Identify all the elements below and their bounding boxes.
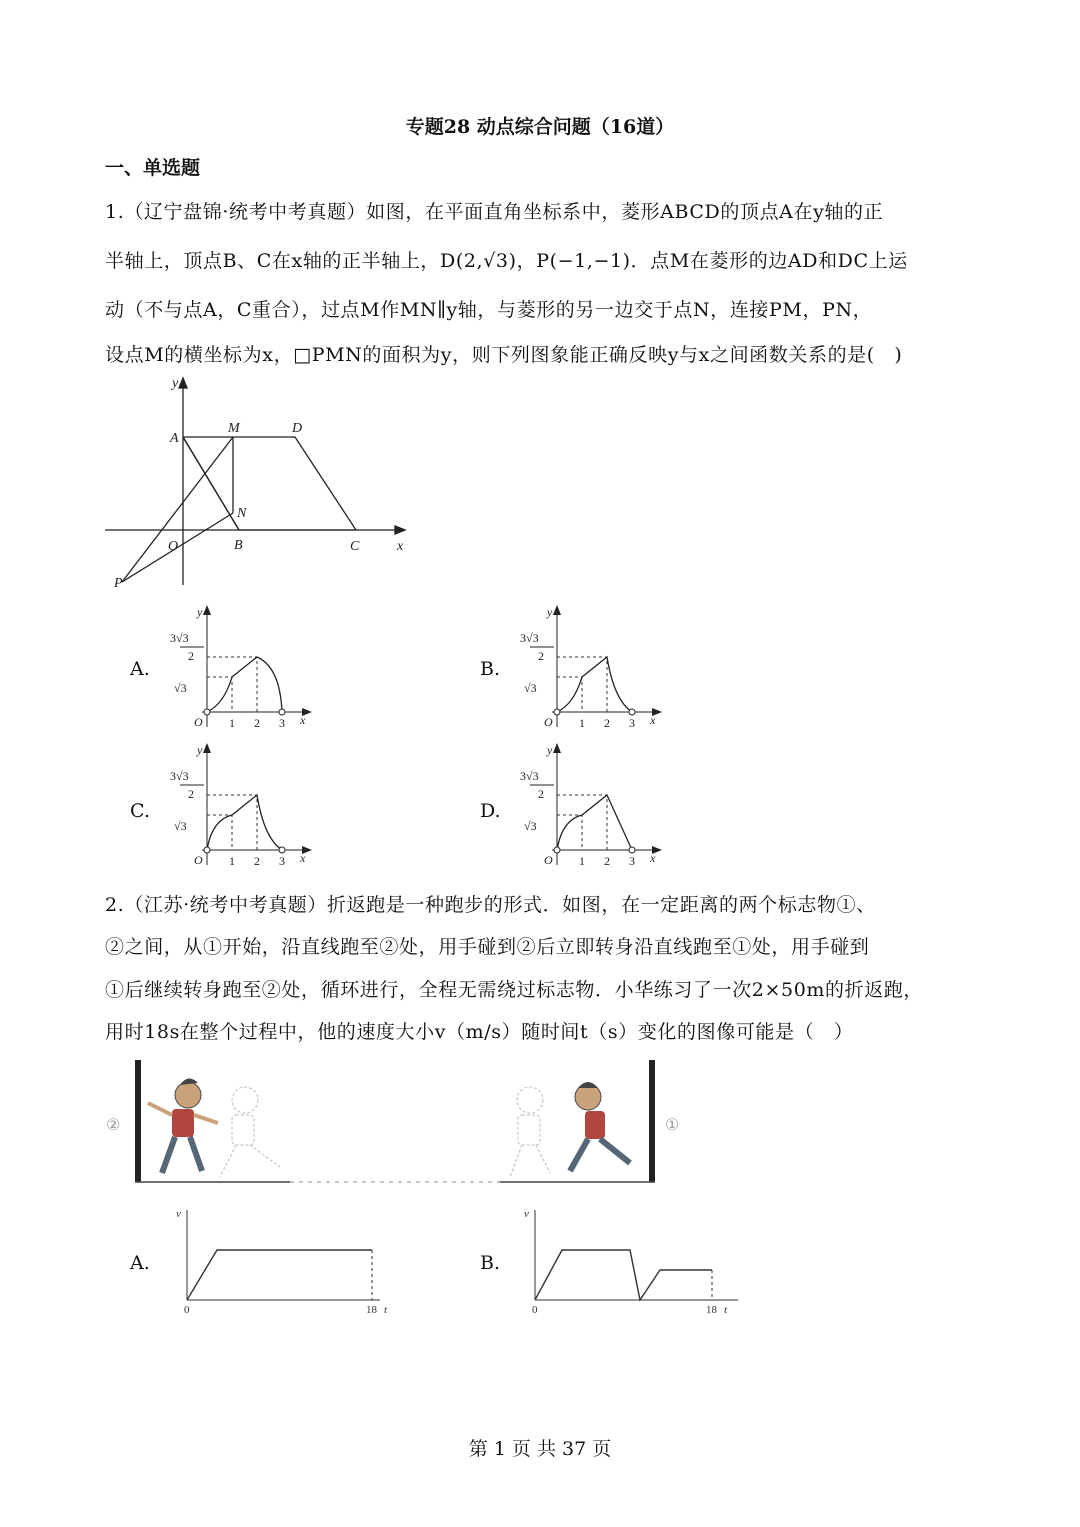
label-3sqrt3: 3√3	[520, 631, 539, 645]
option-a-label[interactable]: A.	[130, 658, 150, 680]
q2-option-b-label[interactable]: B.	[480, 1252, 501, 1274]
runner-right-ghost	[510, 1087, 550, 1177]
option-a-graph[interactable]	[162, 602, 317, 737]
tick-1: 1	[579, 716, 585, 730]
open-point	[204, 847, 210, 853]
y-axis-arrow	[203, 743, 211, 753]
label-o: O	[194, 715, 203, 729]
tick-1: 1	[229, 854, 235, 868]
guide-lines	[557, 795, 607, 850]
function-curve	[557, 795, 632, 850]
label-y: y	[547, 743, 553, 757]
guide-lines	[207, 795, 257, 850]
label-m: M	[228, 421, 240, 436]
tick-2: 2	[254, 854, 260, 868]
velocity-line	[187, 1250, 372, 1300]
function-curve	[557, 657, 632, 712]
shuttle-run-illustration	[100, 1055, 700, 1190]
label-x: x	[650, 713, 656, 727]
open-point	[279, 847, 285, 853]
label-sqrt3: √3	[174, 681, 187, 695]
label-v: v	[176, 1208, 181, 1220]
tick-2: 2	[254, 716, 260, 730]
open-point	[554, 709, 560, 715]
q2-option-a-graph[interactable]	[172, 1205, 392, 1320]
section-heading: 一、单选题	[105, 157, 201, 179]
label-t: t	[384, 1304, 388, 1316]
runner-right-solid	[570, 1082, 630, 1171]
label-sqrt3: √3	[524, 681, 537, 695]
label-3sqrt3: 3√3	[170, 631, 189, 645]
label-3sqrt3: 3√3	[170, 769, 189, 783]
label-origin: 0	[532, 1304, 538, 1316]
option-c-label[interactable]: C.	[130, 800, 150, 822]
right-post	[649, 1060, 655, 1182]
rhombus-figure	[100, 370, 420, 595]
q1-text-line: 设点M的横坐标为x，□PMN的面积为y，则下列图象能正确反映y与x之间函数关系的是( )	[105, 344, 903, 366]
label-o: O	[194, 853, 203, 867]
q1-text-line: 半轴上，顶点B、C在x轴的正半轴上，D(2,√3)，P(−1,−1)．点M在菱形的边AD和DC上运	[105, 250, 908, 272]
page-title: 专题28 动点综合问题（16道）	[405, 116, 675, 138]
guide-lines	[557, 657, 607, 712]
label-sqrt3: √3	[524, 819, 537, 833]
open-point	[629, 847, 635, 853]
q1-text-line: 1.（辽宁盘锦·统考中考真题）如图，在平面直角坐标系中，菱形ABCD的顶点A在y轴的正	[105, 201, 884, 223]
y-axis-arrow	[553, 743, 561, 753]
label-2: 2	[538, 787, 544, 801]
label-x: x	[397, 539, 404, 554]
label-2: 2	[188, 649, 194, 663]
label-2: 2	[188, 787, 194, 801]
option-c-graph[interactable]	[162, 740, 322, 875]
open-point	[279, 709, 285, 715]
label-sqrt3: √3	[174, 819, 187, 833]
option-d-graph[interactable]	[512, 740, 672, 875]
marker-1-label: ①	[665, 1117, 680, 1134]
q2-text-line: ①后继续转身跑至②处，循环进行，全程无需绕过标志物．小华练习了一次2×50m的折返跑，	[105, 979, 924, 1001]
label-2: 2	[538, 649, 544, 663]
marker-2-label: ②	[106, 1117, 121, 1134]
open-point	[629, 709, 635, 715]
q2-text-line: 2.（江苏·统考中考真题）折返跑是一种跑步的形式．如图，在一定距离的两个标志物①、	[105, 894, 876, 916]
label-y: y	[197, 743, 203, 757]
tick-1: 1	[579, 854, 585, 868]
q1-text-line: 动（不与点A，C重合），过点M作MN∥y轴，与菱形的另一边交于点N，连接PM，PN，	[105, 299, 873, 321]
label-y: y	[172, 376, 179, 391]
tick-3: 3	[279, 854, 285, 868]
label-origin: 0	[184, 1304, 190, 1316]
option-d-label[interactable]: D.	[480, 800, 501, 822]
label-o: O	[544, 853, 553, 867]
label-a: A	[170, 431, 179, 446]
function-curve	[207, 795, 282, 850]
y-axis-arrow	[203, 605, 211, 615]
label-b: B	[234, 538, 243, 553]
function-curve	[207, 657, 282, 712]
label-y: y	[197, 605, 203, 619]
label-n: N	[237, 506, 247, 521]
open-point	[554, 847, 560, 853]
q2-text-line: ②之间，从①开始，沿直线跑至②处，用手碰到②后立即转身沿直线跑至①处，用手碰到	[105, 936, 870, 958]
label-d: D	[292, 421, 303, 436]
label-18: 18	[366, 1304, 377, 1316]
option-b-graph[interactable]	[512, 602, 667, 737]
label-x: x	[300, 851, 306, 865]
label-t: t	[724, 1304, 728, 1316]
rhombus-abcd	[183, 437, 356, 530]
label-o: O	[168, 539, 179, 554]
open-point	[204, 709, 210, 715]
q2-option-b-graph[interactable]	[520, 1205, 750, 1320]
label-v: v	[524, 1208, 529, 1220]
page-footer: 第 1 页 共 37 页	[468, 1438, 612, 1460]
tick-2: 2	[604, 854, 610, 868]
tick-3: 3	[629, 716, 635, 730]
y-axis-arrow	[553, 605, 561, 615]
guide-lines	[207, 657, 257, 712]
q2-option-a-label[interactable]: A.	[130, 1252, 150, 1274]
label-p: P	[114, 576, 123, 591]
option-b-label[interactable]: B.	[480, 658, 501, 680]
runner-left-ghost	[220, 1087, 280, 1177]
label-y: y	[547, 605, 553, 619]
velocity-line	[535, 1250, 712, 1300]
q2-text-line: 用时18s在整个过程中，他的速度大小v（m/s）随时间t（s）变化的图像可能是（ ）	[105, 1021, 854, 1043]
label-c: C	[350, 539, 360, 554]
label-18: 18	[706, 1304, 717, 1316]
label-x: x	[650, 851, 656, 865]
label-x: x	[300, 713, 306, 727]
runner-left-solid	[148, 1078, 218, 1173]
tick-3: 3	[279, 716, 285, 730]
label-3sqrt3: 3√3	[520, 769, 539, 783]
tick-1: 1	[229, 716, 235, 730]
tick-2: 2	[604, 716, 610, 730]
label-o: O	[544, 715, 553, 729]
tick-3: 3	[629, 854, 635, 868]
left-post	[135, 1060, 141, 1182]
